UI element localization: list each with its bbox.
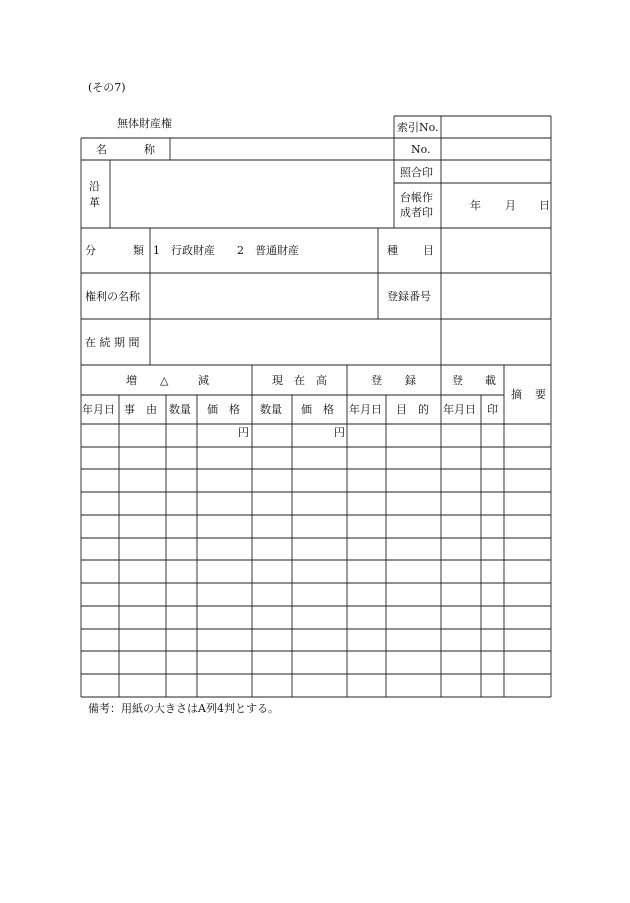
day-label: 日 bbox=[539, 199, 550, 212]
col-price-current: 価 格 bbox=[301, 403, 334, 416]
col-qty-current: 数量 bbox=[260, 403, 282, 416]
remarks-label-part2: 要 bbox=[535, 388, 546, 401]
registration-no-label: 登録番号 bbox=[387, 290, 431, 303]
col-date-register: 年月日 bbox=[349, 403, 382, 416]
yen-unit-increase: 円 bbox=[238, 426, 249, 439]
col-date: 年月日 bbox=[82, 403, 115, 416]
duration-label: 在 続 期 間 bbox=[85, 336, 140, 349]
year-label: 年 bbox=[470, 199, 481, 212]
col-qty: 数量 bbox=[169, 403, 191, 416]
col-reason: 事 由 bbox=[124, 403, 157, 416]
sheet-label: (その7) bbox=[88, 81, 126, 94]
section-increase-part2: △ bbox=[160, 374, 169, 387]
name-label-part1: 名 bbox=[96, 143, 107, 156]
section-current: 現 在 高 bbox=[272, 374, 327, 387]
section-register-part2: 録 bbox=[405, 374, 416, 387]
col-price: 価 格 bbox=[207, 403, 240, 416]
section-register-part1: 登 bbox=[371, 374, 382, 387]
section-increase-part1: 増 bbox=[126, 374, 137, 387]
index-no-label: 索引No. bbox=[397, 121, 439, 134]
section-record-part2: 載 bbox=[485, 374, 496, 387]
no-label: No. bbox=[411, 143, 431, 156]
check-seal-label: 照合印 bbox=[400, 166, 433, 179]
ledger-maker-label-part2: 成者印 bbox=[400, 206, 433, 219]
yen-unit-current: 円 bbox=[334, 426, 345, 439]
footer-note: 備考：用紙の大きさはA列4判とする。 bbox=[88, 702, 279, 715]
classification-options: 1 行政財産 2 普通財産 bbox=[153, 244, 299, 257]
right-name-label: 権利の名称 bbox=[85, 290, 140, 303]
month-label: 月 bbox=[505, 199, 516, 212]
type-label-part2: 目 bbox=[423, 244, 434, 257]
type-label-part1: 種 bbox=[387, 244, 398, 257]
classification-label-part2: 類 bbox=[133, 244, 144, 257]
col-date-record: 年月日 bbox=[443, 403, 476, 416]
classification-label-part1: 分 bbox=[85, 244, 96, 257]
history-label-part2: 革 bbox=[89, 196, 100, 209]
col-purpose: 目 的 bbox=[396, 403, 429, 416]
remarks-label-part1: 摘 bbox=[511, 388, 522, 401]
name-label-part2: 称 bbox=[144, 143, 155, 156]
ledger-maker-label-part1: 台帳作 bbox=[400, 191, 433, 204]
category-title: 無体財産権 bbox=[117, 117, 172, 130]
section-increase-part3: 減 bbox=[198, 374, 209, 387]
section-record-part1: 登 bbox=[452, 374, 463, 387]
history-label-part1: 沿 bbox=[89, 180, 100, 193]
col-seal: 印 bbox=[487, 403, 498, 416]
